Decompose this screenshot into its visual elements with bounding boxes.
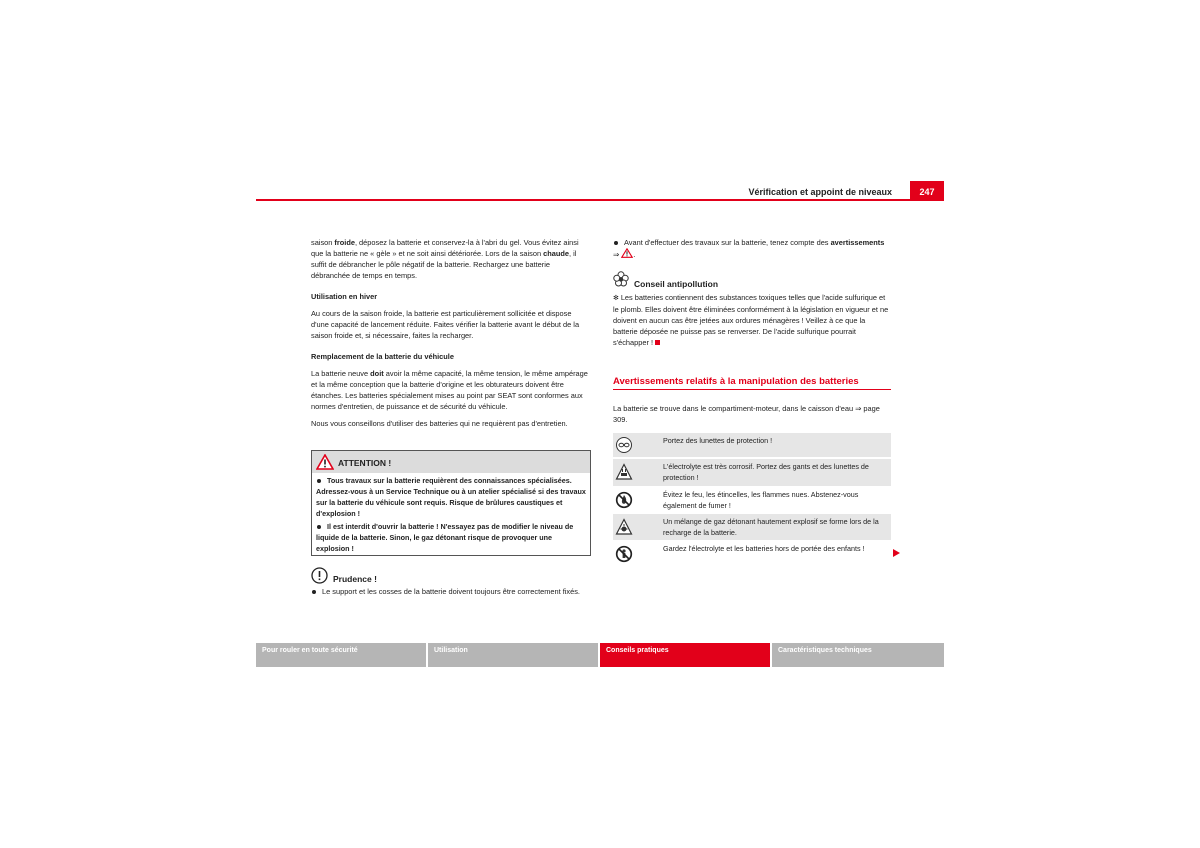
- paragraph-advice: Nous vous conseillons d'utiliser des batteries qui ne requièrent pas d'entretien.: [311, 419, 568, 428]
- attention-label: ATTENTION !: [338, 458, 392, 468]
- warning-row: [613, 487, 891, 514]
- tab-safety[interactable]: Pour rouler en toute sécurité: [256, 643, 426, 667]
- corrosive-icon: [615, 463, 633, 481]
- bullet-icon: [614, 241, 618, 245]
- bullet-icon: [317, 525, 321, 529]
- paragraph-season: saison froide, déposez la batterie et conservez-la à l'abri du gel. Vous évitez ainsi que la batterie ne « gèle » et ne soit ainsi détériorée. Lors de la saison chaude, il suffit de débrancher le pôle négatif de la batterie. Rechargez une batterie débranchée de temps en temps.: [311, 238, 579, 280]
- tab-operation[interactable]: Utilisation: [428, 643, 598, 667]
- continue-arrow-icon: [893, 549, 900, 557]
- section-intro: La batterie se trouve dans le compartiment-moteur, dans le caisson d'eau ⇒ page 309.: [613, 404, 880, 424]
- page-number: 247: [910, 181, 944, 201]
- header-rule: [256, 199, 944, 201]
- prudence-text: Le support et les cosses de la batterie doivent toujours être correctement fixés.: [311, 586, 589, 597]
- prudence-label: Prudence !: [333, 574, 377, 584]
- running-header: Vérification et appoint de niveaux: [748, 187, 892, 197]
- warning-row: [613, 541, 891, 568]
- footer-nav: [256, 643, 944, 667]
- eco-label: Conseil antipollution: [634, 279, 719, 289]
- bullet-icon: [317, 479, 321, 483]
- attention-box: [311, 450, 591, 556]
- warning-text: Évitez le feu, les étincelles, les flammes nues. Abstenez-vous également de fumer !: [663, 490, 859, 510]
- attention-header: [312, 451, 590, 473]
- warning-row: [613, 514, 891, 541]
- end-marker-icon: [655, 340, 660, 345]
- attention-item: Tous travaux sur la batterie requièrent des connaissances spécialisées. Adressez-vous à un Service Technique ou à un atelier spécialisé si des travaux sur la batterie du véhicule sont requis. Risque de brûlures caustiques et d'explosion !: [316, 476, 586, 518]
- no-fire-icon: [615, 491, 633, 509]
- explosive-gas-icon: [615, 518, 633, 536]
- goggles-icon: [615, 436, 633, 454]
- eco-small-icon: ✻: [613, 295, 621, 302]
- attention-item: Il est interdit d'ouvrir la batterie ! N'essayez pas de modifier le niveau de liquide de la batterie. Sinon, le gaz détonant risque de provoquer une explosion !: [316, 522, 574, 553]
- left-column: [311, 237, 589, 435]
- warning-ref-icon: [621, 248, 633, 258]
- paragraph-replace: La batterie neuve doit avoir la même capacité, la même tension, le même ampérage et la même conception que la batterie d'origine et les obturateurs doivent être étanches. Les batteries spécialement mises au point par SEAT sont conformes aux normes d'entretien, de puissance et de sécurité du véhicule.: [311, 369, 588, 411]
- paragraph-winter: Au cours de la saison froide, la batterie est particulièrement sollicitée et dispose d'une capacité de lancement réduite. Faites vérifier la batterie avant le début de la saison froide et, si nécessaire, faites la recharger.: [311, 309, 580, 340]
- warning-triangle-icon: [316, 454, 334, 470]
- warning-text: Portez des lunettes de protection !: [663, 436, 773, 445]
- warning-text: L'électrolyte est très corrosif. Portez des gants et des lunettes de protection !: [663, 462, 869, 482]
- section-rule: [613, 389, 891, 390]
- section-title: Avertissements relatifs à la manipulation des batteries: [613, 376, 859, 387]
- bullet-icon: [312, 590, 316, 594]
- subheading-winter: Utilisation en hiver: [311, 292, 378, 301]
- warning-row: [613, 459, 891, 487]
- eco-text: ✻ Les batteries contiennent des substances toxiques telles que l'acide sulfurique et le plomb. Elles doivent être éliminées conformément à la législation en vigueur et ne doivent en aucun cas être jetées aux ordures ménagères ! Veillez à ce que la batterie déposée ne puisse pas se renverser. De l'acide sulfurique pourrait s'échapper !: [613, 293, 889, 347]
- attention-body: [312, 473, 590, 558]
- subheading-replace: Remplacement de la batterie du véhicule: [311, 352, 454, 361]
- right-bullet: Avant d'effectuer des travaux sur la batterie, tenez compte des avertissements ⇒ .: [613, 238, 885, 259]
- warning-row: [613, 433, 891, 458]
- warning-table: [613, 433, 891, 568]
- eco-flower-icon: [613, 271, 629, 287]
- tab-practical-tips[interactable]: Conseils pratiques: [600, 643, 770, 667]
- keep-from-children-icon: [615, 545, 633, 563]
- warning-text: Gardez l'électrolyte et les batteries hors de portée des enfants !: [663, 544, 865, 553]
- prudence-icon: [311, 567, 328, 584]
- warning-text: Un mélange de gaz détonant hautement explosif se forme lors de la recharge de la batterie.: [663, 517, 879, 537]
- tab-technical-data[interactable]: Caractéristiques techniques: [772, 643, 944, 667]
